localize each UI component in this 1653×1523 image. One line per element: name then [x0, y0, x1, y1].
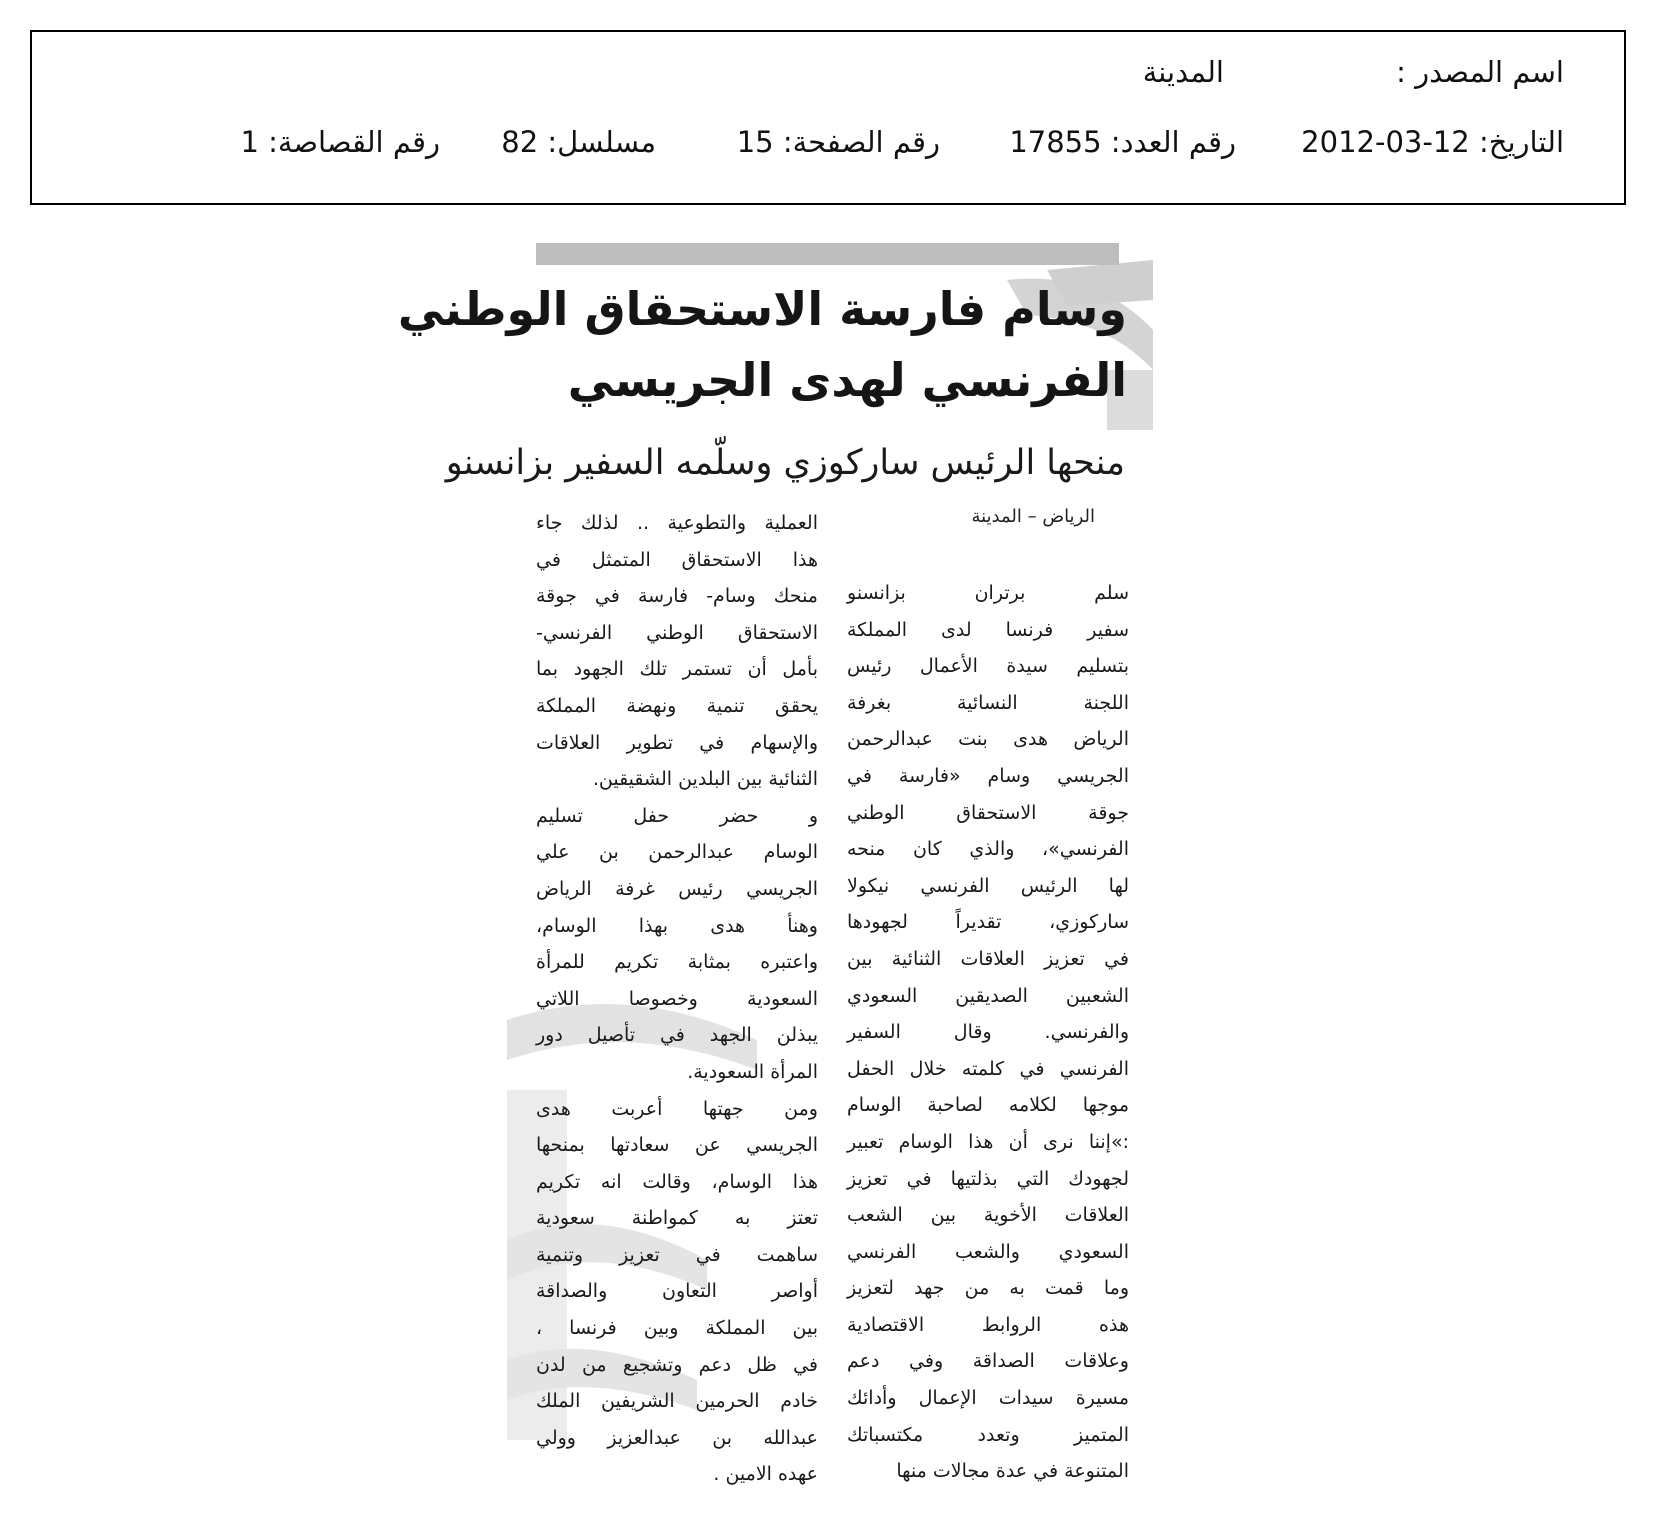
byline: الرياض – المدينة [971, 506, 1095, 527]
article-line: خادم الحرمين الشريفين الملك [536, 1390, 818, 1413]
article-line: جوقة الاستحقاق الوطني [847, 801, 1129, 824]
article-line: الجريسي عن سعادتها بمنحها [536, 1134, 818, 1157]
source-value: المدينة [1142, 55, 1224, 89]
article-line: المتنوعة في عدة مجالات منها [896, 1460, 1129, 1483]
article-line: ساهمت في تعزيز وتنمية [536, 1243, 818, 1266]
article-line: عهده الامين . [713, 1463, 818, 1486]
article-line: والإسهام في تطوير العلاقات [536, 731, 818, 754]
article-line: في تعزيز العلاقات الثنائية بين [847, 947, 1129, 970]
article-line: الشعبين الصديقين السعودي [847, 984, 1129, 1007]
article-line: تعتز به كمواطنة سعودية [536, 1207, 818, 1230]
article-line: الفرنسي في كلمته خلال الحفل [847, 1057, 1129, 1080]
article-line: والفرنسي. وقال السفير [847, 1021, 1129, 1044]
article-line: لها الرئيس الفرنسي نيكولا [847, 874, 1129, 897]
article-line: ومن جهتها أعربت هدى [536, 1097, 818, 1120]
article-line: موجها لكلامه لصاحبة الوسام [847, 1094, 1129, 1117]
article-line: الجريسي رئيس غرفة الرياض [536, 877, 818, 900]
article-line: :»إننا نرى أن هذا الوسام تعبير [847, 1130, 1129, 1153]
article-line: هذا الاستحقاق المتمثل في [536, 548, 818, 571]
article-line: سفير فرنسا لدى المملكة [847, 618, 1129, 641]
source-label: اسم المصدر : [1396, 55, 1564, 89]
article-line: الجريسي وسام «فارسة في [847, 764, 1129, 787]
article-line: و حضر حفل تسليم [536, 804, 818, 827]
article-line: واعتبره بمثابة تكريم للمرأة [536, 951, 818, 974]
article-line: لجهودك التي بذلتيها في تعزيز [847, 1167, 1129, 1190]
article-line: بين المملكة وبين فرنسا ، [536, 1317, 818, 1340]
article-line: منحك وسام- فارسة في جوقة [536, 585, 818, 608]
article-line: الاستحقاق الوطني الفرنسي- [536, 621, 818, 644]
article-line: السعودي والشعب الفرنسي [847, 1240, 1129, 1263]
page-number-field: رقم الصفحة: 15 [736, 125, 940, 159]
article-line: يحقق تنمية ونهضة المملكة [536, 694, 818, 717]
clipping-info-box [30, 30, 1626, 205]
issue-number-field: رقم العدد: 17855 [1009, 125, 1236, 159]
article-line: ساركوزي، تقديراً لجهودها [847, 911, 1129, 934]
article-line: وهنأ هدى بهذا الوسام، [536, 914, 818, 937]
article-line: الفرنسي»، والذي كان منحه [847, 838, 1129, 861]
date-field: التاريخ: 12-03-2012 [1301, 125, 1564, 159]
article-column-right [847, 575, 1129, 1490]
article-line: وما قمت به من جهد لتعزيز [847, 1277, 1129, 1300]
article-line: العملية والتطوعية .. لذلك جاء [536, 512, 818, 534]
article-line: الثنائية بين البلدين الشقيقين. [592, 768, 818, 791]
article-line: في ظل دعم وتشجيع من لدن [536, 1353, 818, 1376]
article-line: يبذلن الجهد في تأصيل دور [536, 1024, 818, 1047]
article-line: العلاقات الأخوية بين الشعب [847, 1204, 1129, 1227]
article-column-left [536, 505, 818, 1493]
masthead-bar [536, 243, 1119, 265]
article-line: أواصر التعاون والصداقة [536, 1280, 818, 1303]
article-line: هذه الروابط الاقتصادية [847, 1313, 1129, 1336]
clip-number-field: رقم القصاصة: 1 [240, 125, 440, 159]
article-line: اللجنة النسائية بغرفة [847, 691, 1129, 714]
newspaper-clipping [397, 240, 1153, 1513]
article-line: الوسام عبدالرحمن بن علي [536, 841, 818, 864]
headline-line-2: الفرنسي لهدى الجريسي [567, 353, 1127, 407]
article-line: هذا الوسام، وقالت انه تكريم [536, 1170, 818, 1193]
serial-field: مسلسل: 82 [501, 125, 656, 159]
article-line: المرأة السعودية. [687, 1060, 818, 1083]
article-line: عبدالله بن عبدالعزيز وولي [536, 1426, 818, 1449]
article-line: وعلاقات الصداقة وفي دعم [847, 1350, 1129, 1373]
article-line: سلم برتران بزانسنو [847, 582, 1129, 604]
article-line: السعودية وخصوصا اللاتي [536, 987, 818, 1010]
article-line: الرياض هدى بنت عبدالرحمن [847, 728, 1129, 751]
article-line: بتسليم سيدة الأعمال رئيس [847, 655, 1129, 678]
article-line: بأمل أن تستمر تلك الجهود بما [536, 658, 818, 681]
article-line: المتميز وتعدد مكتسباتك [847, 1423, 1129, 1446]
headline-line-1: وسام فارسة الاستحقاق الوطني [397, 282, 1127, 336]
article-line: مسيرة سيدات الإعمال وأدائك [847, 1387, 1129, 1410]
subheadline: منحها الرئيس ساركوزي وسلّمه السفير بزانسنو [445, 443, 1125, 483]
